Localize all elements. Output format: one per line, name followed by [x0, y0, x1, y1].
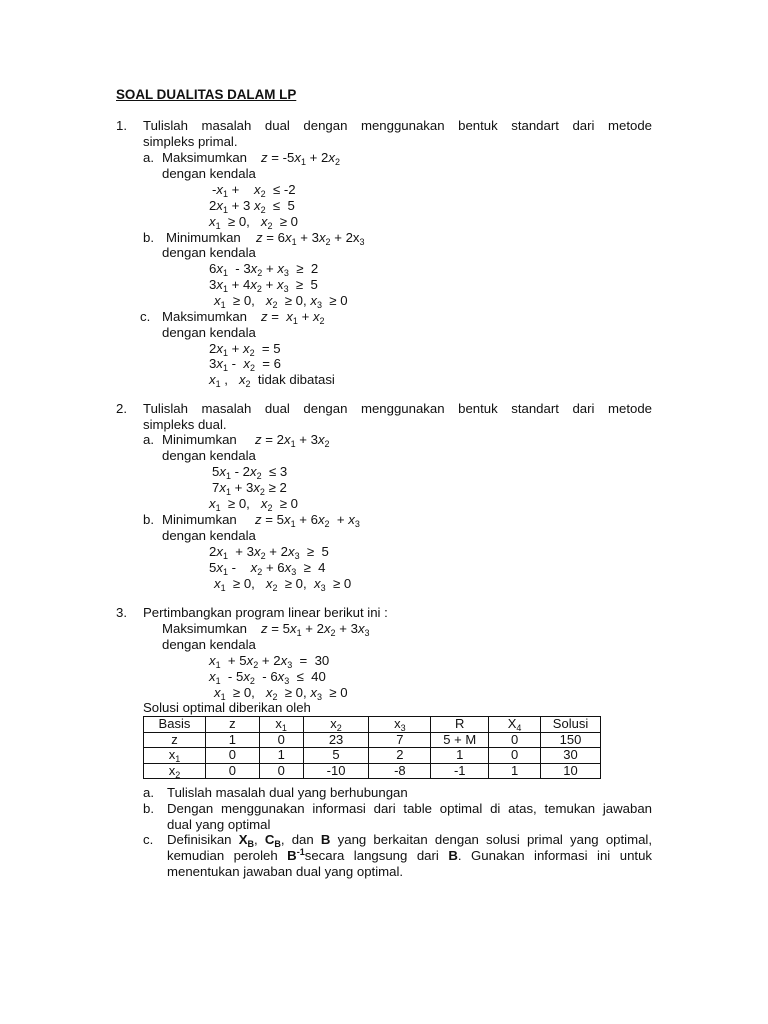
table-cell: 1 — [205, 732, 259, 748]
q2b-label: b. — [143, 512, 154, 527]
q1b-constraint-3: $x_1 \ge 0$, $x_2 \ge 0$, $x_3 \ge 0$ — [214, 293, 348, 310]
q1b-objective: $z = 6x_1 + 3x_2 + 2x_3$ — [256, 230, 365, 247]
q2b-constraint-1: $2x_1 + 3x_2 + 2x_3 \ge 5$ — [209, 544, 329, 561]
q3a-text: Tulislah masalah dual yang berhubungan — [167, 785, 408, 800]
q2a-constraint-1: $5x_1 - 2x_2 \le 3$ — [212, 464, 288, 481]
q1b-constraint-2: $3x_1 + 4x_2 + x_3 \ge 5$ — [209, 277, 318, 294]
table-row — [144, 763, 601, 779]
q3a-label: a. — [143, 785, 154, 800]
q1a-constraint-3: $x_1 \ge 0$, $x_2 \ge 0$ — [209, 214, 299, 231]
q2a-objective-word: Minimumkan — [162, 432, 237, 447]
q2b-objective-word: Minimumkan — [162, 512, 237, 527]
q1c-label: c. — [140, 309, 151, 324]
q1c-constraint-heading: dengan kendala — [162, 325, 256, 340]
table-cell: 10 — [541, 763, 601, 779]
table-cell: 2 — [369, 748, 431, 764]
table-cell: z — [144, 732, 206, 748]
table-cell: 0 — [489, 748, 541, 764]
question-1-intro-line-1: Tulislah masalah dual dengan menggunakan bentuk standart dari metode — [143, 118, 652, 133]
q3-objective-word: Maksimumkan — [162, 621, 248, 636]
question-2-intro-line-1: Tulislah masalah dual dengan menggunakan bentuk standart dari metode — [143, 401, 652, 416]
question-3-number: 3. — [116, 605, 127, 620]
table-cell: 0 — [259, 732, 303, 748]
table-header-cell: R — [431, 717, 489, 733]
question-2-number: 2. — [116, 401, 127, 416]
q3-objective: $z = 5x_1 + 2x_2 + 3x_3$ — [261, 621, 370, 638]
table-header-cell: $x_1$ — [259, 717, 303, 733]
table-cell: -8 — [369, 763, 431, 779]
question-1-intro-line-2: simpleks primal. — [143, 134, 238, 149]
q3b-line-1: Dengan menggunakan informasi dari table optimal di atas, temukan jawaban — [167, 801, 652, 816]
q1c-objective-word: Maksimumkan — [162, 309, 248, 324]
table-cell: 1 — [489, 763, 541, 779]
q1b-objective-word: Minimumkan — [166, 230, 241, 245]
q3-solution-intro: Solusi optimal diberikan oleh — [143, 700, 311, 715]
q2a-constraint-2: $7x_1 + 3x_2 \ge 2$ — [212, 480, 287, 497]
q1b-constraint-heading: dengan kendala — [162, 245, 256, 260]
q1c-constraint-2: $3x_1 - x_2 = 6$ — [209, 356, 281, 373]
table-cell: 7 — [369, 732, 431, 748]
q2a-constraint-3: $x_1 \ge 0$, $x_2 \ge 0$ — [209, 496, 299, 513]
table-cell: $x_2$ — [144, 763, 206, 779]
q3-constraint-1: $x_1 + 5x_2 + 2x_3 = 30$ — [209, 653, 330, 670]
table-cell: 0 — [259, 763, 303, 779]
q2a-label: a. — [143, 432, 154, 447]
table-cell: $x_1$ — [144, 748, 206, 764]
table-cell: 1 — [259, 748, 303, 764]
q1a-objective-word: Maksimumkan — [162, 150, 248, 165]
q2b-objective: $z = 5x_1 + 6x_2 + x_3$ — [255, 512, 360, 529]
q1c-constraint-3: $x_1$ , $x_2$ tidak dibatasi — [209, 372, 335, 389]
q1a-label: a. — [143, 150, 154, 165]
q3c-line-3: menentukan jawaban dual yang optimal. — [167, 864, 404, 879]
q3c-label: c. — [143, 832, 154, 847]
table-header-cell: z — [205, 717, 259, 733]
q2a-constraint-heading: dengan kendala — [162, 448, 256, 463]
table-cell: -1 — [431, 763, 489, 779]
q3c-line-1: Definisikan $X_B$, $C_B$, dan B yang berkaitan dengan solusi primal yang optimal, — [167, 832, 652, 849]
q3-constraint-heading: dengan kendala — [162, 637, 256, 652]
q1b-label: b. — [143, 230, 154, 245]
q1a-constraint-1: $-x_1$ + $x_2 \le -2$ — [212, 182, 296, 199]
q1a-constraint-2: $2x_1 + 3$ $x_2 \le 5$ — [209, 198, 295, 215]
table-header-cell: $X_4$ — [489, 717, 541, 733]
q3-constraint-3: $x_1 \ge 0$, $x_2 \ge 0$, $x_3 \ge 0$ — [214, 685, 348, 702]
optimal-solution-table — [143, 716, 601, 779]
q3b-line-2: dual yang optimal — [167, 817, 271, 832]
q3b-label: b. — [143, 801, 154, 816]
q2a-objective: $z = 2x_1 + 3x_2$ — [255, 432, 330, 449]
table-header-cell: Solusi — [541, 717, 601, 733]
table-header-row — [144, 717, 601, 733]
table-cell: 30 — [541, 748, 601, 764]
page-title: SOAL DUALITAS DALAM LP — [116, 87, 297, 102]
q2b-constraint-3: $x_1 \ge 0$, $x_2 \ge 0$, $x_3 \ge 0$ — [214, 576, 352, 593]
table-cell: 5 + M — [431, 732, 489, 748]
q1a-objective: $z = -5x_1 + 2x_2$ — [261, 150, 340, 167]
q1a-constraint-heading: dengan kendala — [162, 166, 256, 181]
table-cell: -10 — [303, 763, 369, 779]
q1c-objective: $z = x_1 + x_2$ — [261, 309, 325, 326]
table-header-cell: $x_3$ — [369, 717, 431, 733]
q2b-constraint-2: $5x_1$ - $x_2 + 6x_3 \ge 4$ — [209, 560, 326, 577]
table-header-cell: Basis — [144, 717, 206, 733]
table-cell: 1 — [431, 748, 489, 764]
table-cell: 0 — [205, 763, 259, 779]
table-header-cell: $x_2$ — [303, 717, 369, 733]
question-3-intro: Pertimbangkan program linear berikut ini : — [143, 605, 388, 620]
table-row — [144, 748, 601, 764]
q1b-constraint-1: $6x_1 - 3x_2 + x_3 \ge 2$ — [209, 261, 319, 278]
q3c-line-2: kemudian peroleh $B^{-1}secara$ langsung dari B. Gunakan informasi ini untuk — [167, 847, 652, 863]
q1c-constraint-1: $2x_1 + x_2 = 5$ — [209, 341, 281, 358]
table-cell: 0 — [205, 748, 259, 764]
table-cell: 150 — [541, 732, 601, 748]
q3-constraint-2: $x_1 - 5x_2 - 6x_3 \le 40$ — [209, 669, 326, 686]
question-1-number: 1. — [116, 118, 127, 133]
table-cell: 0 — [489, 732, 541, 748]
question-2-intro-line-2: simpleks dual. — [143, 417, 227, 432]
table-cell: 5 — [303, 748, 369, 764]
q2b-constraint-heading: dengan kendala — [162, 528, 256, 543]
table-row — [144, 732, 601, 748]
table-cell: 23 — [303, 732, 369, 748]
